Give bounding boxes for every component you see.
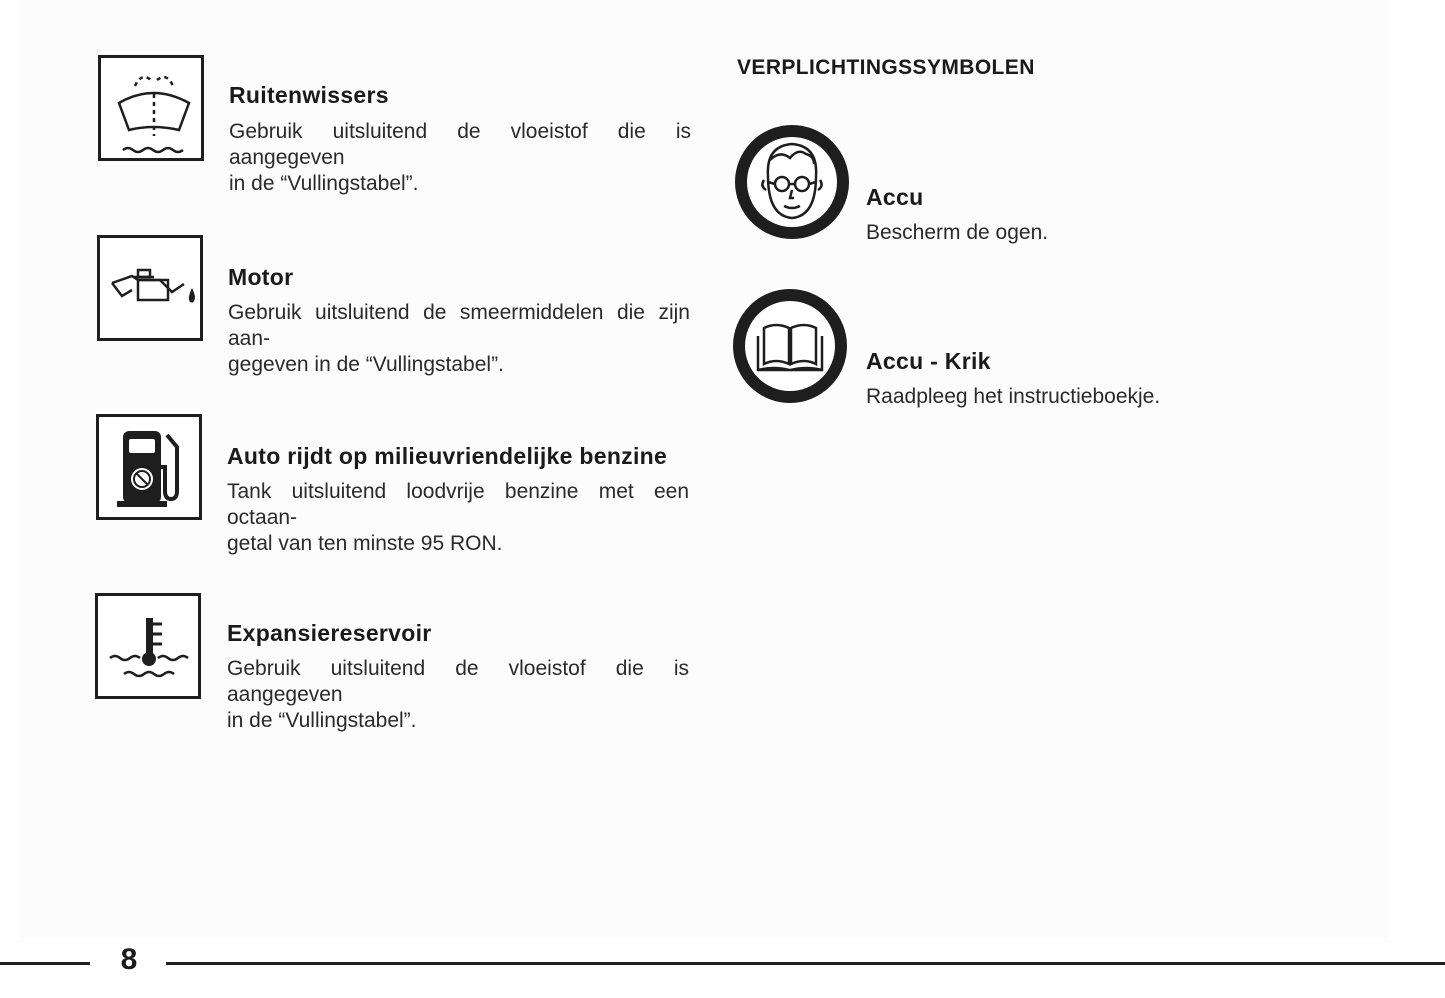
item-description xyxy=(227,479,689,557)
footer-rule-left xyxy=(0,962,90,965)
item-desc-line: Gebruik uitsluitend de smeermiddelen die zijn aan- xyxy=(228,301,690,350)
item-title: Motor xyxy=(228,264,294,290)
item-title: Auto rijdt op milieuvriendelijke benzine xyxy=(227,443,668,469)
item-description: Bescherm de ogen. xyxy=(866,221,1049,244)
item-description xyxy=(227,656,689,734)
page-number: 8 xyxy=(120,943,138,976)
item-desc-line: Gebruik uitsluitend de vloeistof die is aangegeven xyxy=(227,657,689,706)
windshield-wiper-icon xyxy=(98,55,204,161)
item-description xyxy=(228,300,690,378)
item-description: Raadpleeg het instructieboekje. xyxy=(866,385,1161,408)
item-desc-line: in de “Vullingstabel”. xyxy=(227,709,417,732)
section-heading: VERPLICHTINGSSYMBOLEN xyxy=(737,56,1035,79)
open-book-icon xyxy=(732,288,848,404)
fuel-pump-unleaded-icon xyxy=(96,414,202,520)
item-desc-line: gegeven in de “Vullingstabel”. xyxy=(228,353,504,376)
item-description xyxy=(229,119,691,197)
page-area xyxy=(18,0,1390,938)
item-desc-line: in de “Vullingstabel”. xyxy=(229,172,419,195)
oil-can-icon xyxy=(97,235,203,341)
item-title: Accu xyxy=(866,184,924,210)
item-desc-line: Gebruik uitsluitend de vloeistof die is aangegeven xyxy=(229,120,691,169)
item-title: Expansiereservoir xyxy=(227,620,432,646)
face-goggles-icon xyxy=(734,124,850,240)
item-title: Ruitenwissers xyxy=(229,82,389,108)
footer-rule-right xyxy=(166,962,1445,965)
item-desc-line: getal van ten minste 95 RON. xyxy=(227,532,503,555)
item-desc-line: Tank uitsluitend loodvrije benzine met een octaan- xyxy=(227,480,689,529)
coolant-temperature-icon xyxy=(95,593,201,699)
item-title: Accu - Krik xyxy=(866,348,991,374)
